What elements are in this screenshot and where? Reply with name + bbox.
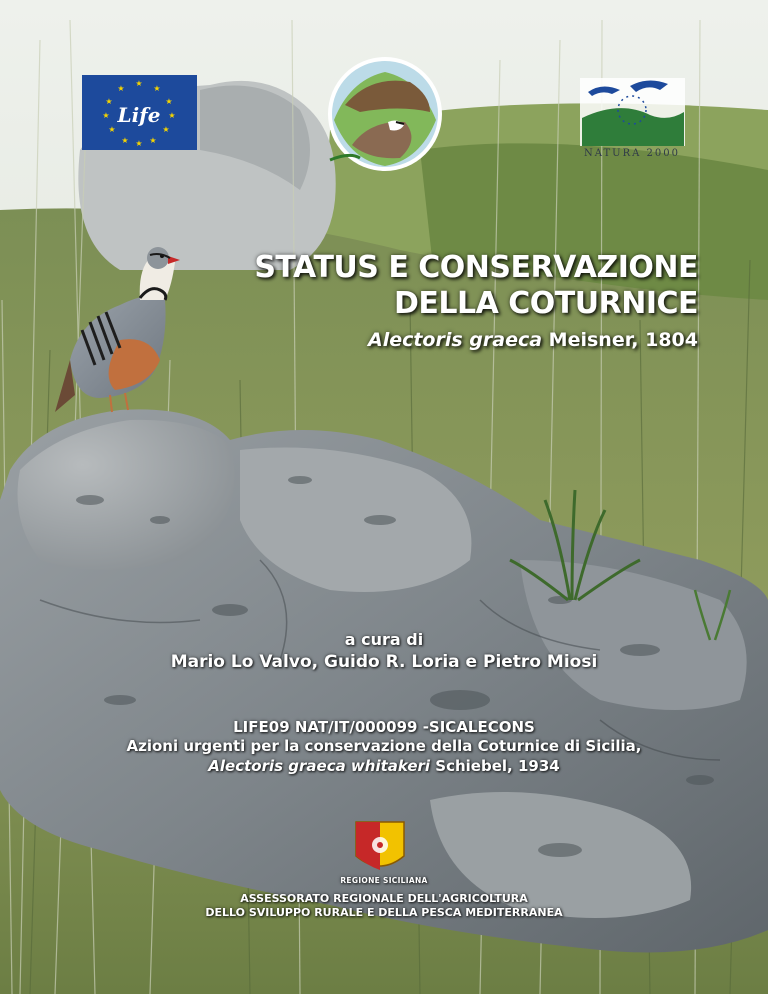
book-title [254,250,698,354]
svg-text:★: ★ [121,136,129,145]
svg-text:★: ★ [108,125,116,134]
svg-text:★: ★ [117,84,125,93]
svg-text:★: ★ [165,97,173,106]
assessorato-line-2: DELLO SVILUPPO RURALE E DELLA PESCA MEDITERRANEA [205,906,563,919]
project-species [0,757,768,775]
project-description: Azioni urgenti per la conservazione della Coturnice di Sicilia, [126,737,642,755]
subtitle [254,326,698,354]
svg-text:★: ★ [168,111,176,120]
project-code: LIFE09 NAT/IT/000099 -SICALECONS [233,718,535,736]
project-species-author: Schiebel, 1934 [430,757,560,775]
svg-text:★: ★ [153,84,161,93]
title-line-2: DELLA COTURNICE [393,286,698,321]
svg-text:★: ★ [135,139,143,148]
svg-text:★: ★ [135,79,143,88]
svg-text:★: ★ [105,97,113,106]
region-label: REGIONE SICILIANA [340,876,428,885]
subtitle-author: Meisner, 1804 [542,329,698,351]
assessorato [0,892,768,920]
eu-life-logo [82,75,197,150]
project-species-name: Alectoris graeca whitakeri [208,757,431,775]
svg-text:Life: Life [117,103,161,127]
title-line-1: STATUS E CONSERVAZIONE [254,250,698,285]
svg-text:★: ★ [149,136,157,145]
editors: Mario Lo Valvo, Guido R. Loria e Pietro Miosi [170,652,598,672]
svg-text:NATURA 2000: NATURA 2000 [584,148,680,159]
sicalecons-project-logo [328,57,442,171]
editors-label: a cura di [344,630,424,649]
assessorato-line-1: ASSESSORATO REGIONALE DELL'AGRICOLTURA [240,892,528,905]
svg-text:★: ★ [162,125,170,134]
svg-text:★: ★ [102,111,110,120]
subtitle-species: Alectoris graeca [367,329,543,351]
